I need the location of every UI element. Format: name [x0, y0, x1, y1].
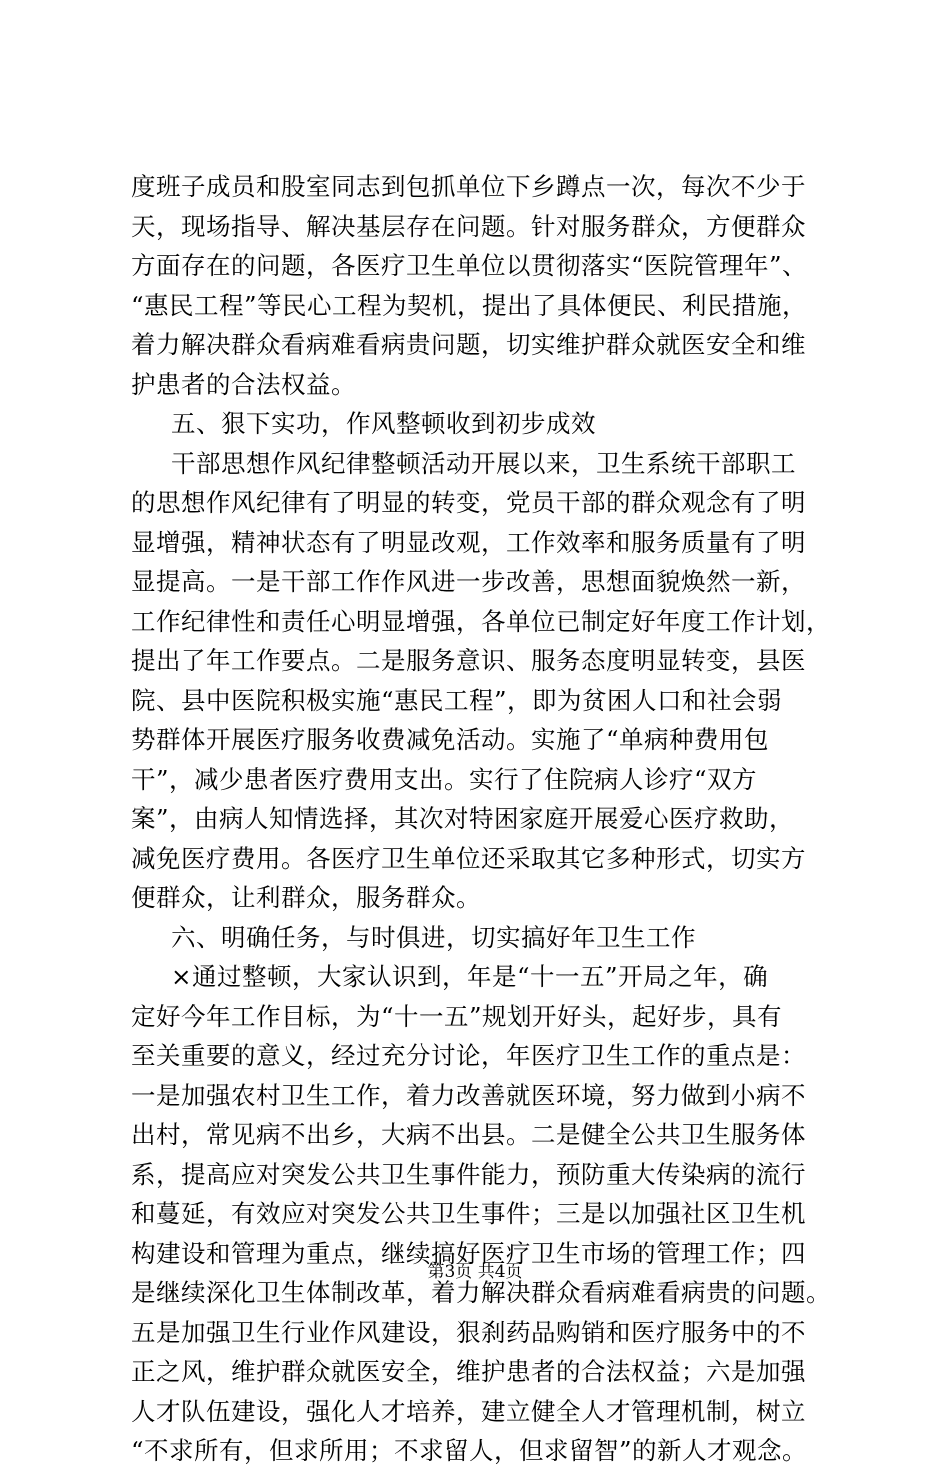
text-line: 护患者的合法权益。: [131, 369, 356, 399]
text-line: 正之风，维护群众就医安全，维护患者的合法权益；六是加强: [131, 1357, 806, 1386]
text-line: 至关重要的意义，经过充分讨论，年医疗卫生工作的重点是：: [131, 1041, 806, 1070]
text-line: 和蔓延，有效应对突发公共卫生事件；三是以加强社区卫生机: [131, 1199, 806, 1228]
text-line: 显增强，精神状态有了明显改观，工作效率和服务质量有了明: [131, 527, 806, 557]
text-line: 显提高。一是干部工作作风进一步改善，思想面貌焕然一新，: [131, 567, 806, 596]
text-line: “惠民工程”等民心工程为契机，提出了具体便民、利民措施，: [131, 290, 808, 320]
text-line: 干”，减少患者医疗费用支出。实行了住院病人诊疗“双方: [131, 764, 758, 794]
text-line: 的思想作风纪律有了明显的转变，党员干部的群众观念有了明: [131, 488, 806, 517]
page-footer: 第3页 共4页: [427, 1262, 523, 1282]
text-line: “不求所有，但求所用；不求留人，但求留智”的新人才观念。: [131, 1436, 808, 1465]
text-line: 六、明确任务，与时俱进，切实搞好年卫生工作: [171, 922, 696, 952]
text-line: 减免医疗费用。各医疗卫生单位还采取其它多种形式，切实方: [131, 843, 806, 873]
text-line: 便群众，让利群众，服务群众。: [131, 883, 481, 912]
text-line: 天，现场指导、解决基层存在问题。针对服务群众，方便群众: [131, 211, 806, 241]
text-line: ×通过整顿，大家认识到，年是“十一五”开局之年，确: [171, 962, 769, 991]
text-line: 定好今年工作目标，为“十一五”规划开好头，起好步，具有: [131, 1001, 783, 1031]
text-line: 院、县中医院积极实施“惠民工程”，即为贫困人口和社会弱: [131, 685, 783, 715]
text-line: 出村，常见病不出乡，大病不出县。二是健全公共卫生服务体: [131, 1120, 806, 1149]
text-line: 着力解决群众看病难看病贵问题，切实维护群众就医安全和维: [131, 330, 806, 359]
text-line: 方面存在的问题，各医疗卫生单位以贯彻落实“医院管理年”、: [131, 251, 808, 280]
text-line: 提出了年工作要点。二是服务意识、服务态度明显转变，县医: [131, 646, 806, 675]
text-line: 案”，由病人知情选择，其次对特困家庭开展爱心医疗救助，: [131, 804, 795, 833]
text-line: 系，提高应对突发公共卫生事件能力，预防重大传染病的流行: [131, 1159, 806, 1189]
text-line: 五是加强卫生行业作风建设，狠刹药品购销和医疗服务中的不: [131, 1317, 806, 1347]
text-line: 势群体开展医疗服务收费减免活动。实施了“单病种费用包: [131, 725, 770, 754]
text-line: 五、狠下实功，作风整顿收到初步成效: [171, 409, 596, 438]
text-line: 构建设和管理为重点，继续搞好医疗卫生市场的管理工作；四: [131, 1238, 806, 1268]
text-line: 度班子成员和股室同志到包抓单位下乡蹲点一次，每次不少于: [131, 172, 806, 201]
text-line: 是继续深化卫生体制改革，着力解决群众看病难看病贵的问题。: [131, 1278, 831, 1307]
text-line: 干部思想作风纪律整顿活动开展以来，卫生系统干部职工: [171, 448, 796, 478]
text-line: 工作纪律性和责任心明显增强，各单位已制定好年度工作计划，: [131, 606, 831, 636]
text-line: 一是加强农村卫生工作，着力改善就医环境，努力做到小病不: [131, 1080, 806, 1110]
text-line: 人才队伍建设，强化人才培养，建立健全人才管理机制，树立: [131, 1396, 806, 1426]
